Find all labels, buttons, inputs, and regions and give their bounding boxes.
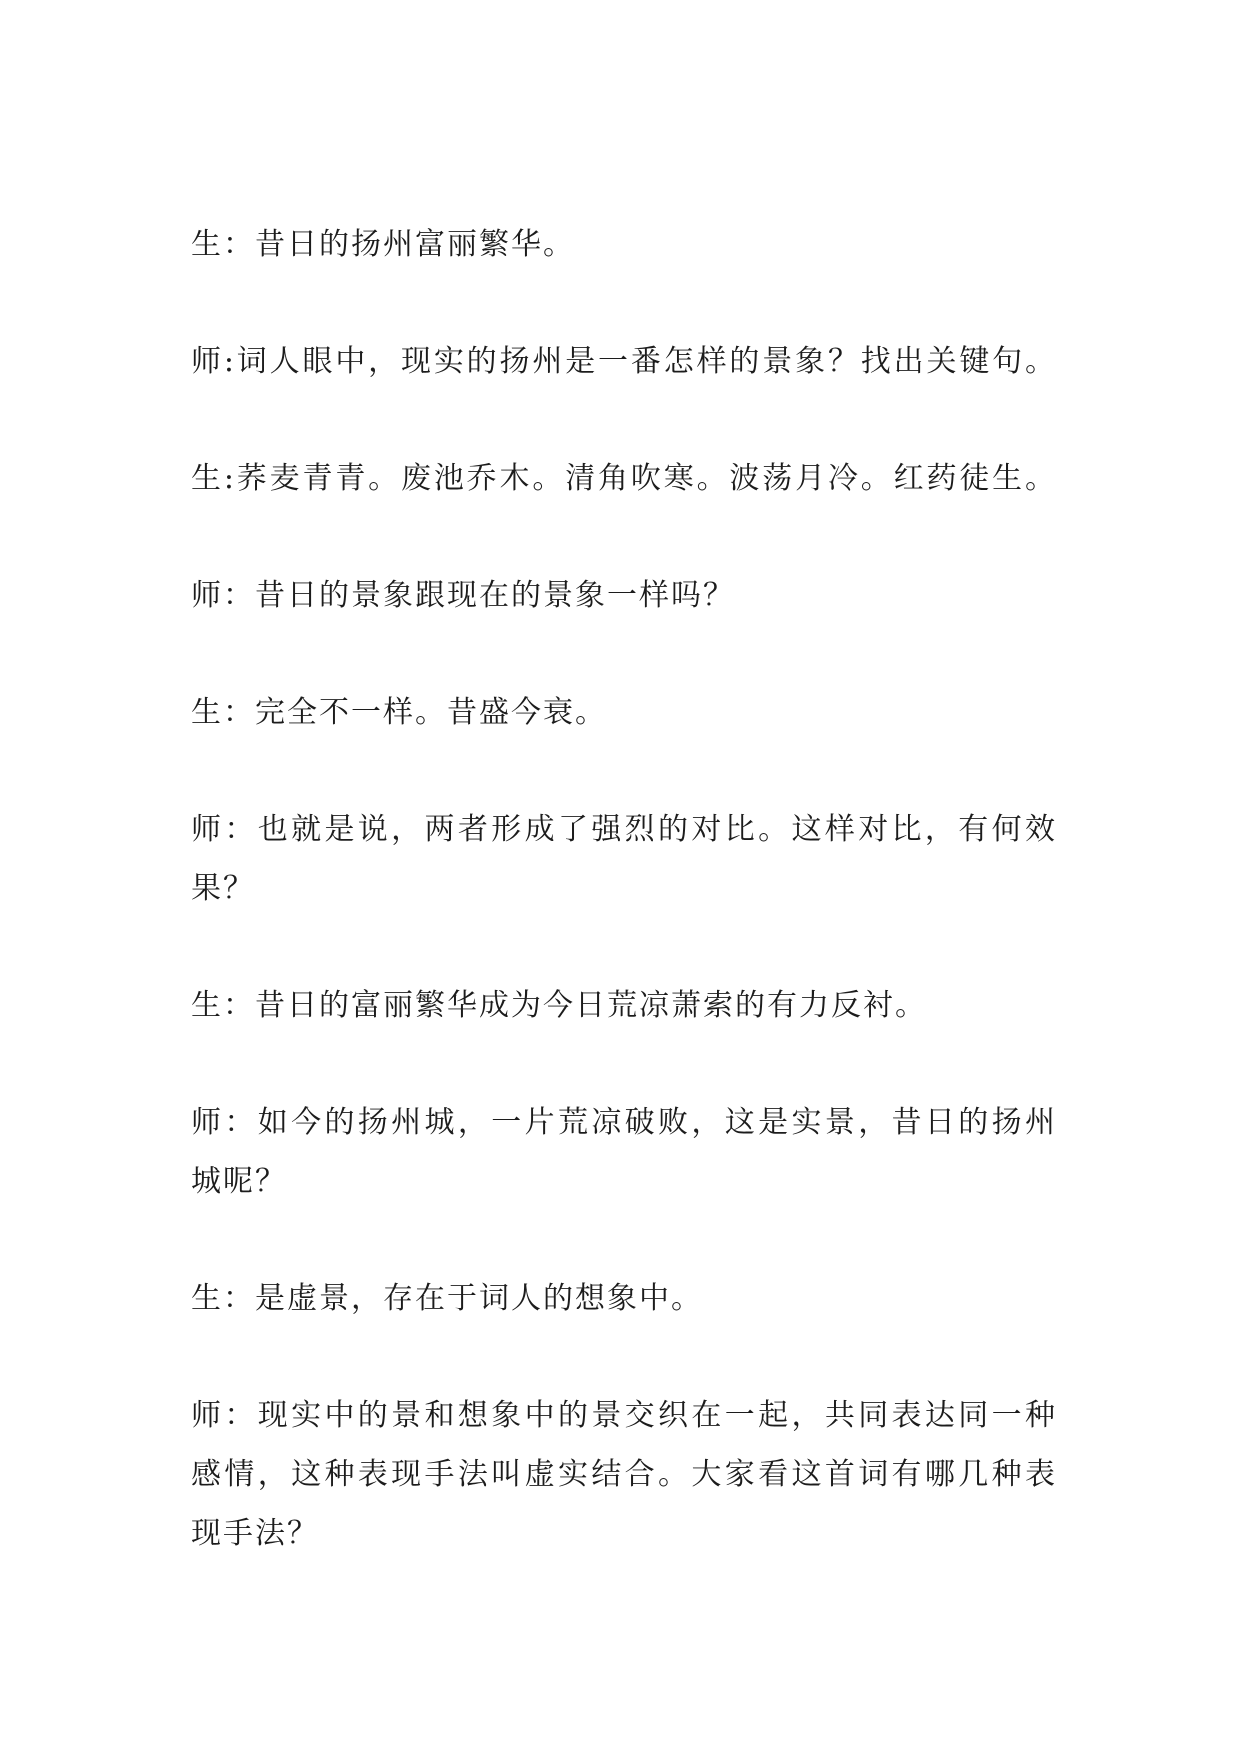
dialogue-paragraph: [191, 332, 1057, 391]
dialogue-paragraph: [191, 683, 1057, 742]
text-line: 师：如今的扬州城，一片荒凉破败，这是实景，昔日的扬州: [191, 1105, 1057, 1140]
dialogue-paragraph: [191, 566, 1057, 625]
text-line: 师：也就是说，两者形成了强烈的对比。这样对比，有何效: [191, 812, 1057, 847]
dialogue-paragraph: [191, 215, 1057, 274]
text-line: 师:词人眼中，现实的扬州是一番怎样的景象？找出关键句。: [191, 344, 1057, 379]
text-line: 生：昔日的富丽繁华成为今日荒凉萧索的有力反衬。: [191, 988, 927, 1023]
text-line: 生：是虚景，存在于词人的想象中。: [191, 1281, 703, 1316]
dialogue-paragraph: [191, 1269, 1057, 1328]
text-line: 生：昔日的扬州富丽繁华。: [191, 227, 575, 262]
text-line: 现手法？: [191, 1516, 319, 1551]
text-line: 感情，这种表现手法叫虚实结合。大家看这首词有哪几种表: [191, 1457, 1057, 1492]
dialogue-paragraph: [191, 800, 1057, 918]
dialogue-paragraph: [191, 449, 1057, 508]
document-body: [191, 215, 1057, 1621]
text-line: 师：现实中的景和想象中的景交织在一起，共同表达同一种: [191, 1398, 1057, 1433]
text-line: 生：完全不一样。昔盛今衰。: [191, 695, 607, 730]
dialogue-paragraph: [191, 1093, 1057, 1211]
text-line: 师：昔日的景象跟现在的景象一样吗？: [191, 578, 735, 613]
text-line: 城呢？: [191, 1164, 287, 1199]
text-line: 生:荞麦青青。废池乔木。清角吹寒。波荡月冷。红药徒生。: [191, 461, 1057, 496]
text-line: 果？: [191, 871, 255, 906]
dialogue-paragraph: [191, 1386, 1057, 1563]
dialogue-paragraph: [191, 976, 1057, 1035]
